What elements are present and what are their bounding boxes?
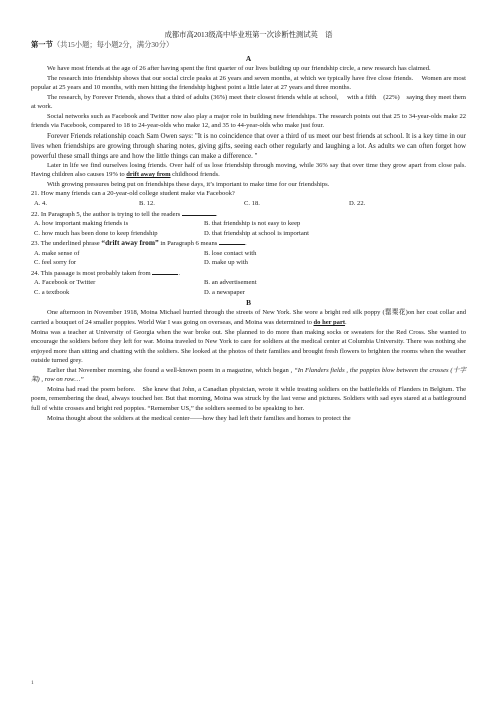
question-23-text: 23. The underlined phrase bbox=[31, 240, 102, 248]
section-heading bbox=[31, 40, 466, 50]
passage-a-paragraph-4: Social networks such as Facebook and Twitter now also play a major role in building new friendships. The research points out that 25 to 34-year-olds make 22 friends via Facebook, compared to 18 to 24-year-olds who make 12, and 35 to 44-year-olds who make just four. bbox=[31, 112, 466, 130]
passage-a-paragraph-6 bbox=[31, 161, 473, 180]
option-a: A. Facebook or Twitter bbox=[34, 279, 96, 287]
page-number: 1 bbox=[31, 680, 34, 686]
question-22-options-row-1 bbox=[31, 219, 466, 229]
underlined-phrase: do her part bbox=[313, 319, 346, 327]
passage-a-label: A bbox=[245, 54, 252, 63]
passage-b-paragraph-5: Moina thought about the soldiers at the medical center——how they had left their families and homes to protect the bbox=[47, 414, 351, 422]
passage-a-paragraph-2: The research into friendship shows that our social circle peaks at 26 years and seven months, at which we typically have five close friends. Women are most popular at 25 years and 10 months, with men hitting the friendship highest point a little later at 27 years and three months. bbox=[31, 74, 466, 92]
question-23-options-row-1 bbox=[31, 249, 466, 259]
question-22-stem bbox=[31, 209, 466, 220]
paragraph-1-text-start: One afternoon in November 1918, Moina Michael hurried through the streets of New York. She wore a bright red silk poppy (罂粟花)on her coat collar and carried a bouquet of 24 smaller poppies. World War I was going on overseas, and Moina was determined to bbox=[31, 309, 466, 327]
option-b: B. 12. bbox=[139, 200, 155, 208]
option-a: A. how important making friends is bbox=[34, 220, 129, 228]
question-23-end: . bbox=[244, 240, 247, 248]
option-c: C. a textbook bbox=[34, 288, 70, 296]
question-23-stem bbox=[31, 238, 466, 249]
option-d: D. a newspaper bbox=[204, 288, 245, 296]
option-a: A. make sense of bbox=[34, 249, 80, 257]
option-b: B. that friendship is not easy to keep bbox=[204, 220, 301, 228]
passage-a-paragraph-1: We have most friends at the age of 26 after having spent the first quarter of our lives building up our friendship circle, a new research has claimed. bbox=[47, 65, 431, 72]
paragraph-3-text: Earlier that November morning, she found a well-known poem in a magazine, which began , bbox=[47, 366, 295, 374]
paragraph-6-text-end: childhood friends. bbox=[170, 171, 220, 179]
passage-b-paragraph-1 bbox=[31, 308, 466, 327]
question-24-end: . bbox=[178, 269, 180, 277]
poem-quote: “In Flanders fields , the poppies blow between the crosses (十字架) , row on row…” bbox=[31, 366, 467, 384]
quoted-phrase: “drift away from” bbox=[101, 238, 159, 248]
question-24-options-row-2 bbox=[31, 288, 466, 298]
question-21-stem: 21. How many friends can a 20-year-old college student make via Facebook? bbox=[31, 190, 235, 198]
passage-b-label: B bbox=[246, 298, 251, 308]
option-b: B. an advertisement bbox=[204, 279, 257, 287]
passage-a-paragraph-7: With growing pressures being put on friendships these days, it’s important to make time for our friendships. bbox=[47, 180, 330, 188]
option-c: C. how much has been done to keep friendship bbox=[34, 229, 158, 237]
option-c: C. feel sorry for bbox=[34, 259, 77, 267]
question-21-options bbox=[31, 199, 466, 209]
passage-b-paragraph-2: Moina was a teacher at University of Georgia when the war broke out. She planned to do more than making socks or sweaters for the Red Cross. She wanted to encourage the soldiers before they left for war. Moina traveled to New York to care for soldiers at the medical center at Columbia University. There was nothing she enjoyed more than sitting and chatting with the soldiers. She looked at the photos of their families and brought fresh flowers to brighten the rooms when the weather outside turned grey. bbox=[31, 328, 466, 365]
section-label: 第一节 bbox=[31, 40, 53, 49]
question-24-text: 24. This passage is most probably taken from bbox=[31, 269, 151, 277]
passage-a-paragraph-3: The research, by Forever Friends, shows that a third of adults (36%) meet their closest friends while at school, with a fifth (22%) saying they meet them at work. bbox=[31, 93, 466, 111]
question-22-end: . bbox=[215, 210, 218, 218]
passage-b-paragraph-4: Moina had read the poem before. She knew that John, a Canadian physician, wrote it while treating soldiers on the battlefields of Flanders in Belgium. The poem, remembering the dead, always touched her. But that morning, Moina was struck by the last verse and pictures. Soldiers with sad eyes stared at a battleground full of white crosses and bright red poppies. “Remember US,” the soldiers seemed to be speaking to her. bbox=[31, 385, 466, 412]
answer-blank bbox=[219, 238, 247, 248]
question-22-text: 22. In Paragraph 5, the author is trying to tell the readers bbox=[31, 210, 181, 218]
option-d: D. make up with bbox=[204, 259, 248, 267]
passage-a-paragraph-5: Forever Friends relationship coach Sam Owen says: "It is no coincidence that over a third of us meet our best friends at school. It is a key time in our lives when friendships are growing through sharing notes, giving gifts, seeing each other regularly and laughing a lot. As adults we can often forget how powerful these small things are and how the little things can make a difference. " bbox=[31, 131, 466, 160]
answer-blank bbox=[152, 268, 178, 275]
option-b: B. lose contact with bbox=[204, 249, 257, 257]
section-note: （共15小题；每小题2分，满分30分） bbox=[52, 40, 174, 49]
option-c: C. 18. bbox=[244, 200, 260, 208]
answer-blank bbox=[182, 209, 216, 216]
question-24-stem bbox=[31, 268, 466, 279]
passage-b-paragraph-3 bbox=[31, 366, 466, 385]
question-23-options-row-2 bbox=[31, 258, 466, 268]
question-23-text-mid: in Paragraph 6 means bbox=[158, 240, 218, 248]
question-24-options-row-1 bbox=[31, 278, 466, 288]
paragraph-6-text-start: Later in life we find ourselves losing friends. Over half of us lose friendship through moving, while 36% say that over time they grow apart from close pals. Having children also causes 19% to bbox=[31, 161, 473, 179]
paragraph-1-text-end: . bbox=[345, 319, 347, 327]
question-22-options-row-2 bbox=[31, 229, 466, 239]
option-d: D. 22. bbox=[349, 200, 366, 208]
option-a: A. 4. bbox=[34, 200, 48, 208]
option-d: D. that friendship at school is important bbox=[204, 229, 309, 237]
exam-title: 成都市高2013级高中毕业班第一次诊断性测试英 语 bbox=[164, 30, 333, 39]
underlined-phrase: drift away from bbox=[126, 171, 171, 179]
